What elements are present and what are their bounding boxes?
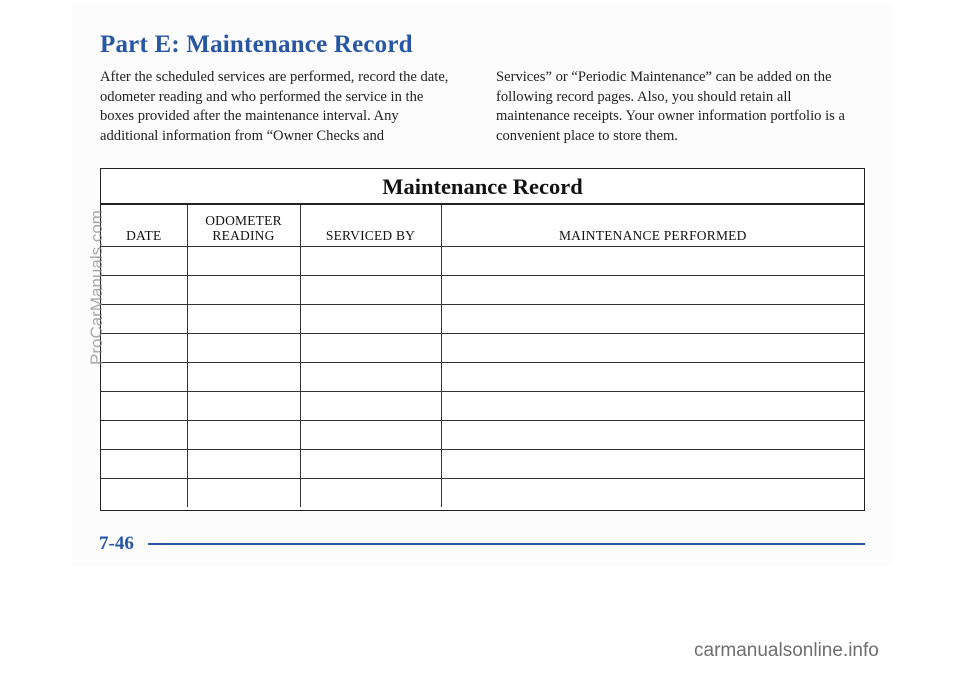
table-row: [101, 363, 864, 392]
table-cell: [300, 363, 441, 392]
header-row: [101, 205, 864, 247]
table-cell: [441, 276, 864, 305]
table-cell: [187, 363, 300, 392]
table-cell: [187, 392, 300, 421]
table-row: [101, 276, 864, 305]
table-cell: [187, 276, 300, 305]
column-header-date: DATE: [101, 205, 187, 247]
table-cell: [441, 479, 864, 508]
table-cell: [300, 276, 441, 305]
column-header-odometer-text: ODOMETER READING: [205, 213, 282, 243]
table-row: [101, 247, 864, 276]
table-cell: [441, 305, 864, 334]
table-cell: [101, 247, 187, 276]
table-cell: [187, 479, 300, 508]
table-cell: [441, 450, 864, 479]
record-body: [101, 247, 864, 508]
table-cell: [300, 247, 441, 276]
table-cell: [187, 305, 300, 334]
record-grid: [101, 205, 864, 507]
table-row: [101, 305, 864, 334]
table-cell: [101, 334, 187, 363]
table-cell: [101, 363, 187, 392]
table-cell: [300, 421, 441, 450]
table-cell: [101, 276, 187, 305]
table-cell: [441, 421, 864, 450]
page-title: Part E: Maintenance Record: [100, 31, 413, 58]
table-row: [101, 421, 864, 450]
table-cell: [101, 305, 187, 334]
table-row: [101, 334, 864, 363]
table-cell: [101, 479, 187, 508]
table-cell: [101, 421, 187, 450]
table-cell: [300, 334, 441, 363]
table-cell: [101, 450, 187, 479]
table-cell: [101, 392, 187, 421]
table-cell: [187, 247, 300, 276]
column-header-maintenance-performed: MAINTENANCE PERFORMED: [441, 205, 864, 247]
watermark-bottom: carmanualsonline.info: [694, 640, 879, 661]
table-cell: [441, 363, 864, 392]
footer-rule: [148, 543, 865, 545]
table-cell: [187, 334, 300, 363]
intro-paragraph-left: After the scheduled services are performed, record the date, odometer reading and who performed the service in the boxes provided after the maintenance interval. Any additional information from “Owner Checks and: [100, 69, 449, 144]
table-cell: [300, 305, 441, 334]
table-cell: [187, 450, 300, 479]
table-row: [101, 479, 864, 508]
table-row: [101, 450, 864, 479]
column-header-odometer: [187, 205, 300, 247]
watermark-vertical: ProCarManuals.com: [87, 210, 106, 365]
maintenance-record-table: [100, 168, 865, 511]
table-row: [101, 392, 864, 421]
table-cell: [300, 479, 441, 508]
column-header-serviced-by: SERVICED BY: [300, 205, 441, 247]
table-cell: [300, 450, 441, 479]
table-cell: [187, 421, 300, 450]
table-cell: [441, 247, 864, 276]
table-cell: [300, 392, 441, 421]
record-title: Maintenance Record: [101, 169, 864, 205]
table-cell: [441, 392, 864, 421]
page-number: 7-46: [99, 533, 134, 554]
intro-paragraph-right: Services” or “Periodic Maintenance” can be added on the following record pages. Also, you should retain all maintenance receipts. Your owner information portfolio is a convenient place to store them.: [496, 69, 845, 144]
table-cell: [441, 334, 864, 363]
